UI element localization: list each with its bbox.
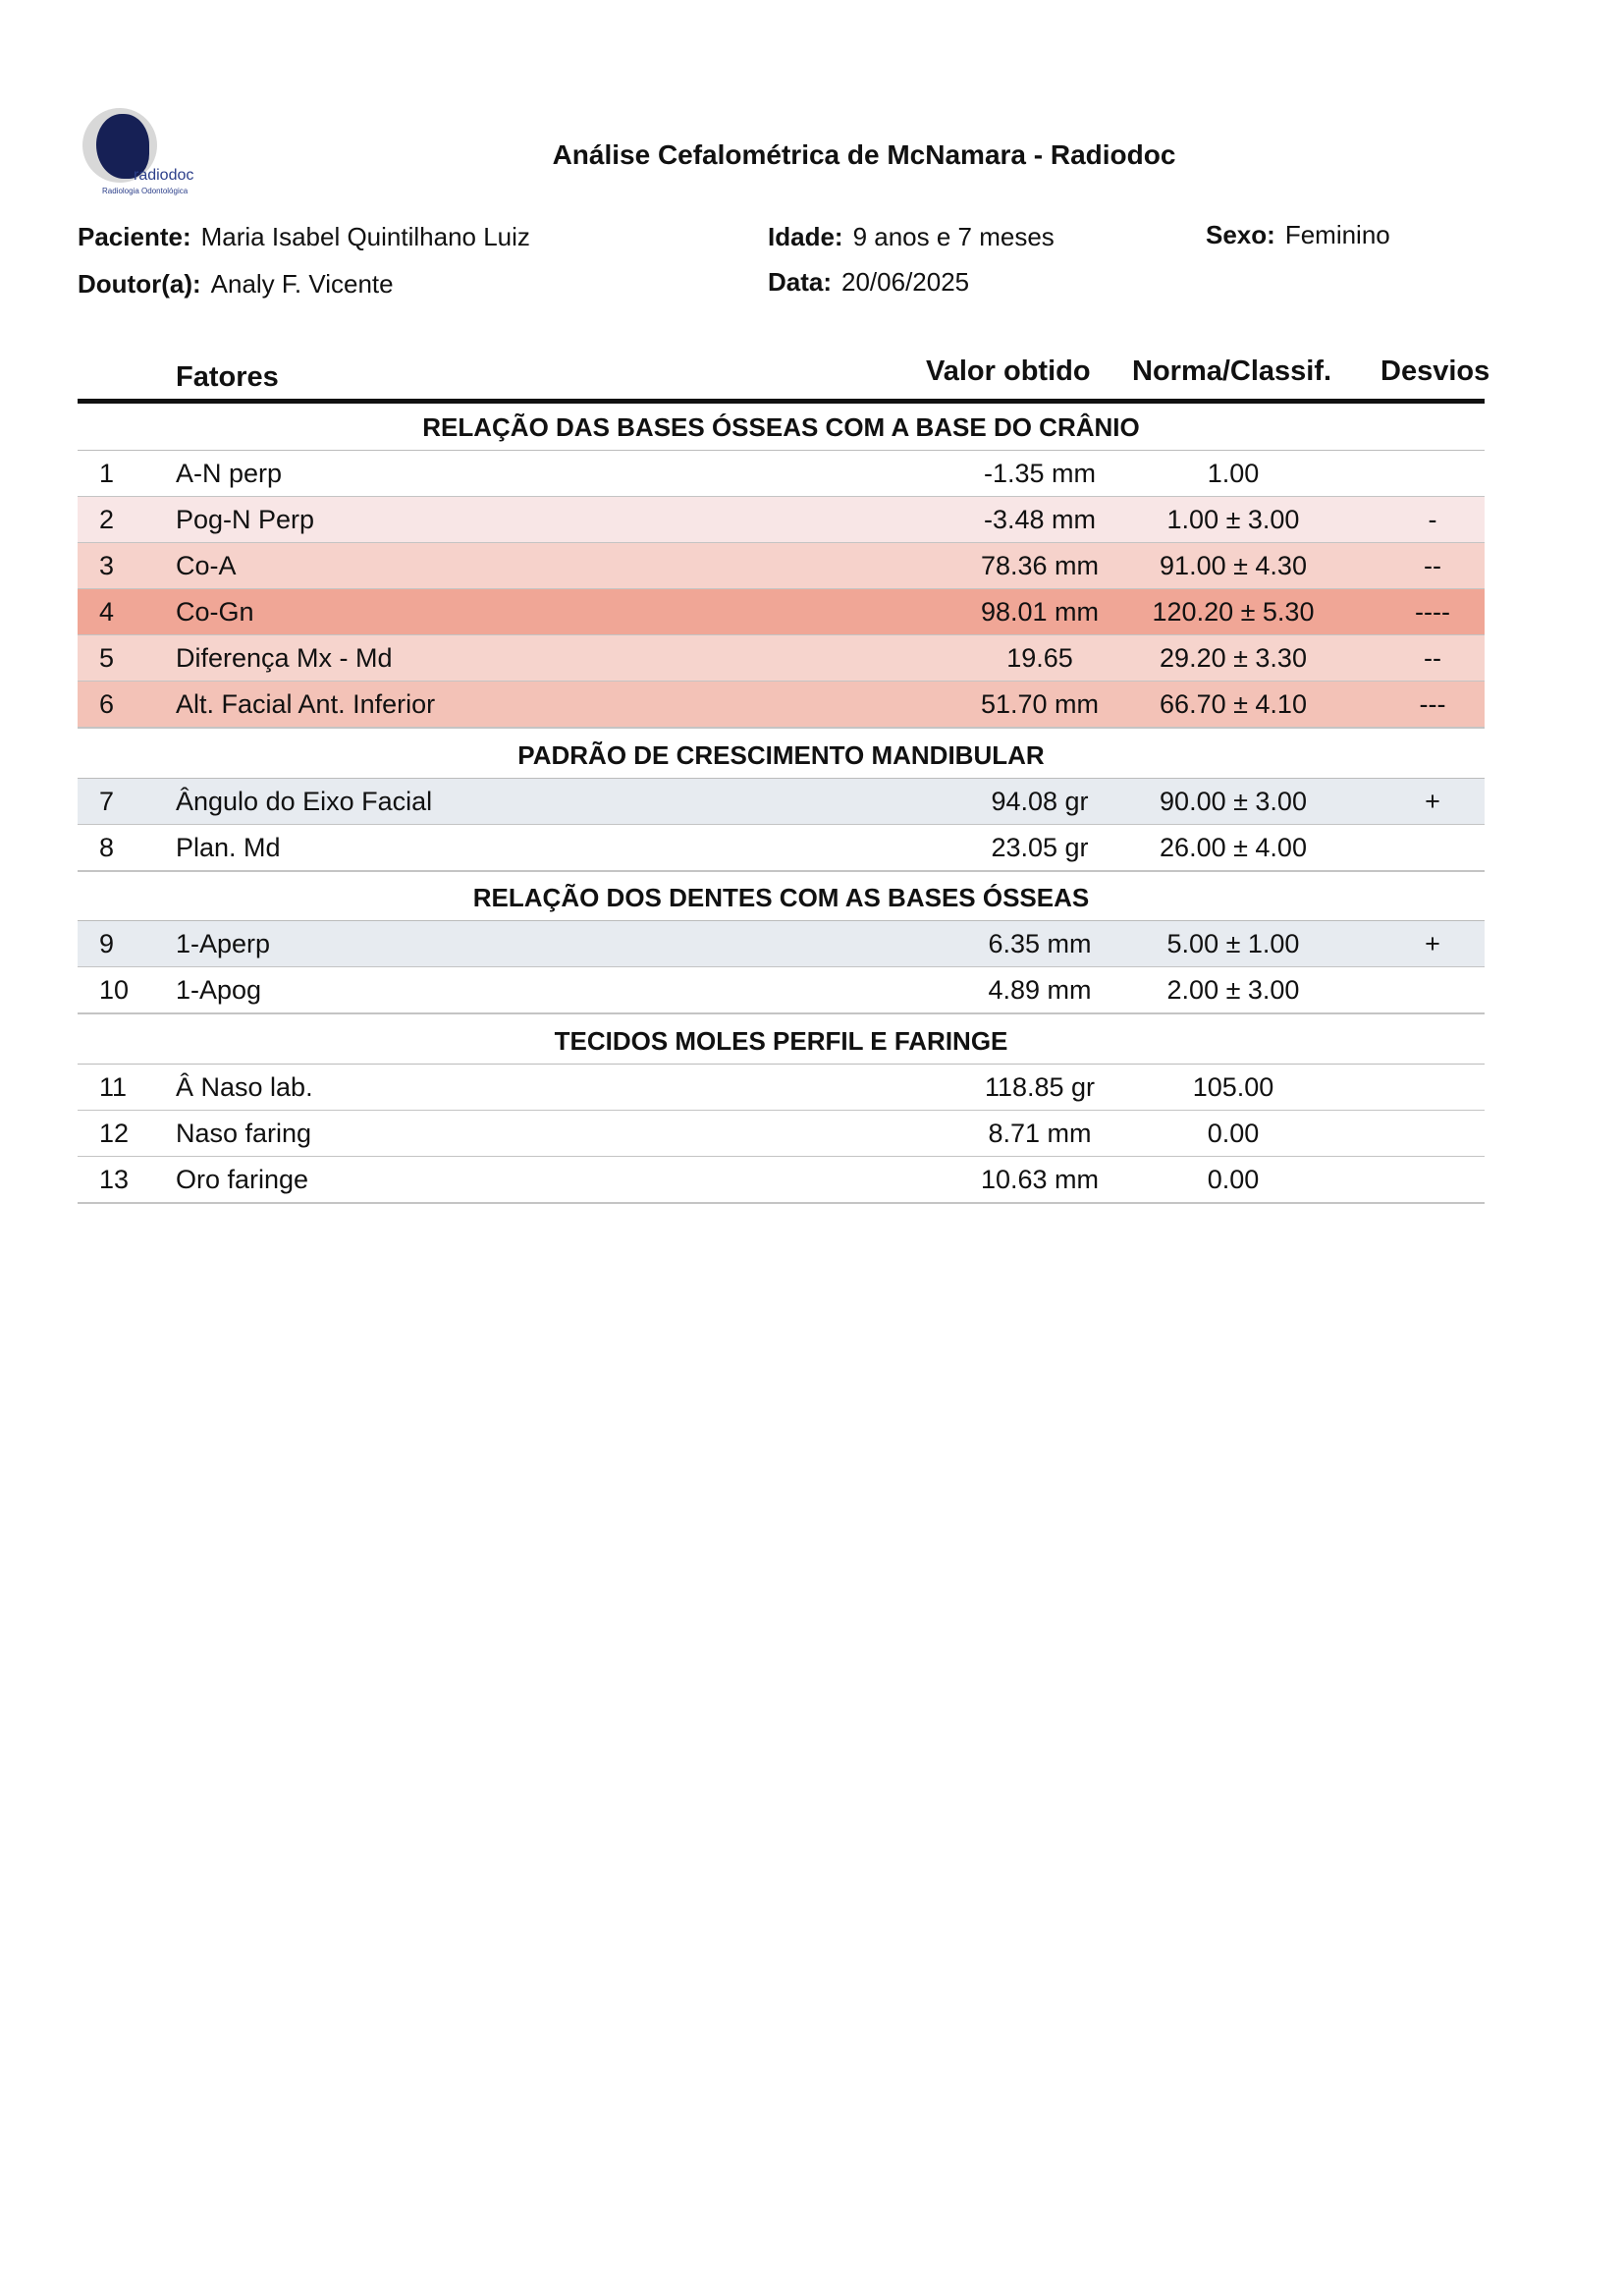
patient-name: Maria Isabel Quintilhano Luiz xyxy=(200,222,530,251)
row-norm: 1.00 ± 3.00 xyxy=(1166,505,1300,534)
row-number: 12 xyxy=(99,1119,130,1148)
row-number: 7 xyxy=(99,787,115,816)
row-value: 118.85 gr xyxy=(984,1072,1096,1102)
row-number: 1 xyxy=(99,459,115,488)
row-value: 98.01 mm xyxy=(980,597,1100,627)
row-number: 4 xyxy=(99,597,115,627)
table-header xyxy=(78,355,1490,399)
row-number: 8 xyxy=(99,833,115,862)
doctor-label: Doutor(a): xyxy=(78,269,201,299)
row-norm: 0.00 xyxy=(1207,1165,1260,1194)
section-title: RELAÇÃO DOS DENTES COM AS BASES ÓSSEAS xyxy=(78,875,1485,922)
patient-label: Paciente: xyxy=(78,222,191,251)
logo-name: radiodoc xyxy=(134,167,194,184)
row-norm: 120.20 ± 5.30 xyxy=(1152,597,1315,627)
row-number: 3 xyxy=(99,551,115,580)
row-number: 13 xyxy=(99,1165,130,1194)
table-row xyxy=(78,543,1485,590)
table-row xyxy=(78,825,1485,872)
doctor-info xyxy=(78,269,394,300)
row-factor: Pog-N Perp xyxy=(176,505,315,534)
table-row xyxy=(78,967,1485,1014)
row-factor: A-N perp xyxy=(176,459,283,488)
row-number: 10 xyxy=(99,975,130,1005)
section-title: TECIDOS MOLES PERFIL E FARINGE xyxy=(78,1018,1485,1066)
age-info xyxy=(768,222,1055,252)
sex-value: Feminino xyxy=(1284,220,1390,249)
row-norm: 26.00 ± 4.00 xyxy=(1160,833,1307,862)
row-norm: 0.00 xyxy=(1207,1119,1260,1148)
row-number: 11 xyxy=(99,1072,128,1102)
report-title: Análise Cefalométrica de McNamara - Radiodoc xyxy=(552,139,1176,170)
row-deviation: -- xyxy=(1424,551,1441,580)
table-row xyxy=(78,497,1485,544)
doctor-name: Analy F. Vicente xyxy=(210,269,394,299)
row-deviation: - xyxy=(1428,505,1437,534)
age-label: Idade: xyxy=(768,222,843,251)
row-factor: Alt. Facial Ant. Inferior xyxy=(176,689,436,719)
row-norm: 66.70 ± 4.10 xyxy=(1160,689,1307,719)
row-number: 6 xyxy=(99,689,115,719)
row-norm: 1.00 xyxy=(1207,459,1260,488)
header-divider xyxy=(78,399,1485,404)
date-info xyxy=(768,267,969,298)
sex-label: Sexo: xyxy=(1206,220,1275,249)
header-norm: Norma/Classif. xyxy=(1132,355,1332,387)
header-deviations: Desvios xyxy=(1380,355,1490,387)
row-value: 23.05 gr xyxy=(991,833,1089,862)
patient-info xyxy=(78,222,530,252)
row-factor: 1-Apog xyxy=(176,975,262,1005)
table-row xyxy=(78,635,1485,683)
row-value: 4.89 mm xyxy=(988,975,1092,1005)
table-row xyxy=(78,589,1485,636)
section-title: RELAÇÃO DAS BASES ÓSSEAS COM A BASE DO CRÂNIO xyxy=(78,405,1485,452)
row-value: 10.63 mm xyxy=(980,1165,1100,1194)
logo-subtitle: Radiologia Odontológica xyxy=(102,187,189,195)
row-norm: 91.00 ± 4.30 xyxy=(1160,551,1307,580)
row-value: 78.36 mm xyxy=(980,551,1100,580)
header-factors: Fatores xyxy=(176,361,279,393)
row-factor: 1-Aperp xyxy=(176,929,271,958)
row-value: 19.65 xyxy=(1006,643,1073,673)
row-deviation: -- xyxy=(1424,643,1441,673)
table-row xyxy=(78,451,1485,498)
row-factor: Co-A xyxy=(176,551,237,580)
row-value: -3.48 mm xyxy=(983,505,1097,534)
row-value: -1.35 mm xyxy=(983,459,1097,488)
row-norm: 5.00 ± 1.00 xyxy=(1166,929,1300,958)
row-factor: Naso faring xyxy=(176,1119,312,1148)
row-factor: Oro faringe xyxy=(176,1165,309,1194)
row-value: 51.70 mm xyxy=(980,689,1100,719)
row-number: 5 xyxy=(99,643,115,673)
date-value: 20/06/2025 xyxy=(841,267,970,297)
date-label: Data: xyxy=(768,267,833,297)
row-norm: 105.00 xyxy=(1192,1072,1274,1102)
row-factor: Diferença Mx - Md xyxy=(176,643,393,673)
row-deviation: + xyxy=(1425,929,1440,958)
row-norm: 29.20 ± 3.30 xyxy=(1160,643,1307,673)
row-number: 9 xyxy=(99,929,115,958)
row-value: 8.71 mm xyxy=(988,1119,1092,1148)
table-row xyxy=(78,921,1485,968)
row-factor: Co-Gn xyxy=(176,597,254,627)
row-value: 6.35 mm xyxy=(988,929,1092,958)
row-norm: 2.00 ± 3.00 xyxy=(1166,975,1300,1005)
row-deviation: --- xyxy=(1419,689,1446,719)
section-title: PADRÃO DE CRESCIMENTO MANDIBULAR xyxy=(78,733,1485,780)
sex-info xyxy=(1206,220,1390,250)
row-factor: Â Naso lab. xyxy=(176,1072,313,1102)
table-row xyxy=(78,1065,1485,1112)
table-row xyxy=(78,1157,1485,1204)
table-row xyxy=(78,682,1485,729)
row-number: 2 xyxy=(99,505,115,534)
row-deviation: ---- xyxy=(1415,597,1450,627)
header-value: Valor obtido xyxy=(926,355,1091,387)
row-deviation: + xyxy=(1425,787,1440,816)
row-value: 94.08 gr xyxy=(991,787,1089,816)
row-norm: 90.00 ± 3.00 xyxy=(1160,787,1307,816)
row-factor: Plan. Md xyxy=(176,833,281,862)
table-row xyxy=(78,779,1485,826)
age-value: 9 anos e 7 meses xyxy=(852,222,1055,251)
table-row xyxy=(78,1111,1485,1158)
row-factor: Ângulo do Eixo Facial xyxy=(176,787,433,816)
